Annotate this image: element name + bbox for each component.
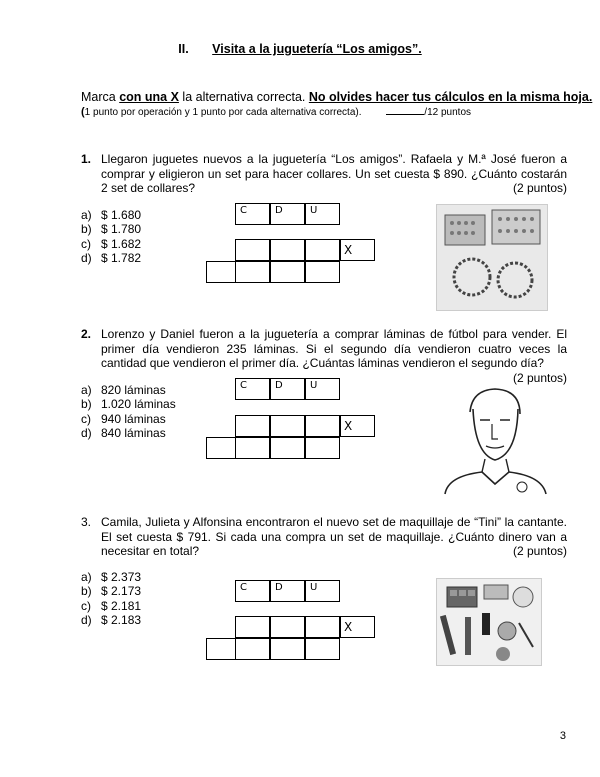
score-line — [386, 107, 471, 118]
option-text: 1.020 láminas — [101, 397, 176, 412]
multiply-sign: X — [344, 620, 353, 634]
option-text: 820 láminas — [101, 383, 166, 397]
makeup-set-image — [436, 578, 542, 666]
makeup-illustration — [437, 579, 541, 665]
grid-cell[interactable] — [206, 437, 236, 459]
option-d[interactable] — [81, 426, 176, 440]
grid-cell[interactable] — [270, 437, 305, 459]
option-text: 940 láminas — [101, 411, 166, 426]
option-text: $ 2.373 — [101, 570, 142, 584]
question-points: (2 puntos) — [512, 370, 567, 385]
question-text: Llegaron juguetes nuevos a la juguetería “Los amigos”. Rafaela y M.ª José fueron a comprar y eligieron un set para hacer collares. Un set cuesta $ 890. ¿Cuánto costarán 2 set de collares? — [101, 152, 567, 195]
option-c[interactable] — [81, 237, 141, 251]
grid-cell[interactable] — [305, 638, 340, 660]
option-a[interactable] — [81, 570, 141, 584]
grid-cell[interactable] — [206, 638, 236, 660]
grid-multiplier-cell[interactable] — [340, 415, 375, 437]
grid-cell[interactable] — [270, 261, 305, 283]
grid-header-u: U — [305, 378, 340, 400]
grid-header-c: C — [235, 203, 270, 225]
instruction-bold-1: con una X — [119, 90, 179, 104]
beads-illustration — [437, 205, 547, 310]
grid-multiplier-cell[interactable] — [340, 616, 375, 638]
grid-cell[interactable] — [270, 239, 305, 261]
option-letter: b) — [81, 397, 92, 412]
grid-header-u: U — [305, 203, 340, 225]
grid-cell[interactable] — [235, 616, 270, 638]
option-c[interactable] — [81, 599, 141, 613]
grid-cell[interactable] — [270, 415, 305, 437]
option-text: $ 1.782 — [101, 250, 142, 265]
option-b[interactable] — [81, 222, 141, 236]
question-points: (2 puntos) — [512, 544, 567, 558]
option-d[interactable] — [81, 613, 141, 627]
option-text: $ 1.682 — [101, 236, 142, 251]
grid-header-u: U — [305, 580, 340, 602]
player-line-art — [440, 384, 550, 496]
question-3 — [81, 515, 567, 559]
scoring-note — [81, 106, 471, 118]
question-2 — [81, 327, 567, 385]
grid-cell[interactable] — [235, 437, 270, 459]
grid-header-d: D — [270, 378, 305, 400]
option-text: $ 2.173 — [101, 584, 142, 599]
beads-and-bracelets-image — [436, 204, 548, 311]
option-letter: c) — [81, 236, 91, 251]
question-number: 3. — [81, 515, 92, 529]
score-blank[interactable] — [386, 114, 424, 115]
section-heading: Visita a la juguetería “Los amigos”. — [212, 42, 422, 56]
question-number: 2. — [81, 327, 92, 341]
instruction-mid: la alternativa correcta. — [178, 90, 309, 104]
question-1 — [81, 152, 567, 196]
option-text: $ 2.183 — [101, 612, 142, 627]
grid-cell[interactable] — [235, 261, 270, 283]
question-text: Lorenzo y Daniel fueron a la juguetería a comprar láminas de fútbol para vender. El primer día vendieron 235 láminas. Si el segundo día vendieron cuatro veces la cantidad que vendieron el primer día. ¿Cuántas láminas vendieron el segundo día? — [101, 327, 567, 370]
option-letter: d) — [81, 612, 92, 627]
option-b[interactable] — [81, 584, 141, 598]
grid-multiplier-cell[interactable] — [340, 239, 375, 261]
option-letter: a) — [81, 570, 92, 584]
section-number: II. — [178, 42, 189, 56]
grid-cell[interactable] — [270, 638, 305, 660]
grid-cell[interactable] — [235, 239, 270, 261]
note-text: 1 punto por operación y 1 punto por cada alternativa correcta). — [84, 107, 362, 118]
option-text: 840 láminas — [101, 425, 166, 440]
grid-header-c: C — [235, 580, 270, 602]
grid-cell[interactable] — [235, 415, 270, 437]
question-text: Camila, Julieta y Alfonsina encontraron el nuevo set de maquillaje de “Tini” la cantante. El set cuesta $ 791. Si cada una compra un set de maquillaje. ¿Cuánto dinero van a necesitar en total? — [101, 515, 567, 558]
multiply-sign: X — [344, 419, 353, 433]
options-3 — [81, 570, 141, 627]
option-letter: b) — [81, 584, 92, 599]
grid-cell[interactable] — [305, 261, 340, 283]
page-number: 3 — [559, 730, 566, 742]
question-number: 1. — [81, 152, 92, 166]
grid-cell[interactable] — [206, 261, 236, 283]
grid-header-d: D — [270, 203, 305, 225]
score-total: /12 puntos — [424, 107, 472, 118]
grid-cell[interactable] — [305, 616, 340, 638]
options-1 — [81, 208, 141, 265]
option-text: $ 2.181 — [101, 598, 142, 613]
grid-cell[interactable] — [235, 638, 270, 660]
football-player-drawing — [440, 384, 550, 496]
option-text: $ 1.680 — [101, 208, 142, 222]
option-letter: a) — [81, 208, 92, 222]
grid-cell[interactable] — [305, 415, 340, 437]
question-points: (2 puntos) — [512, 181, 567, 195]
option-a[interactable] — [81, 383, 176, 397]
option-c[interactable] — [81, 412, 176, 426]
option-letter: c) — [81, 411, 91, 426]
options-2 — [81, 383, 176, 440]
option-letter: d) — [81, 250, 92, 265]
multiply-sign: X — [344, 243, 353, 257]
option-b[interactable] — [81, 397, 176, 411]
instruction-bold-2: No olvides hacer tus cálculos en la misma hoja. — [308, 90, 593, 104]
instruction — [81, 90, 592, 104]
grid-cell[interactable] — [305, 437, 340, 459]
option-text: $ 1.780 — [101, 222, 142, 237]
option-d[interactable] — [81, 251, 141, 265]
option-letter: c) — [81, 598, 91, 613]
section-title — [0, 42, 600, 56]
grid-cell[interactable] — [305, 239, 340, 261]
grid-header-c: C — [235, 378, 270, 400]
note-paren: ( — [81, 106, 85, 118]
instruction-pre: Marca — [81, 90, 120, 104]
option-letter: a) — [81, 383, 92, 397]
grid-header-d: D — [270, 580, 305, 602]
option-letter: b) — [81, 222, 92, 237]
option-a[interactable] — [81, 208, 141, 222]
grid-cell[interactable] — [270, 616, 305, 638]
option-letter: d) — [81, 425, 92, 440]
